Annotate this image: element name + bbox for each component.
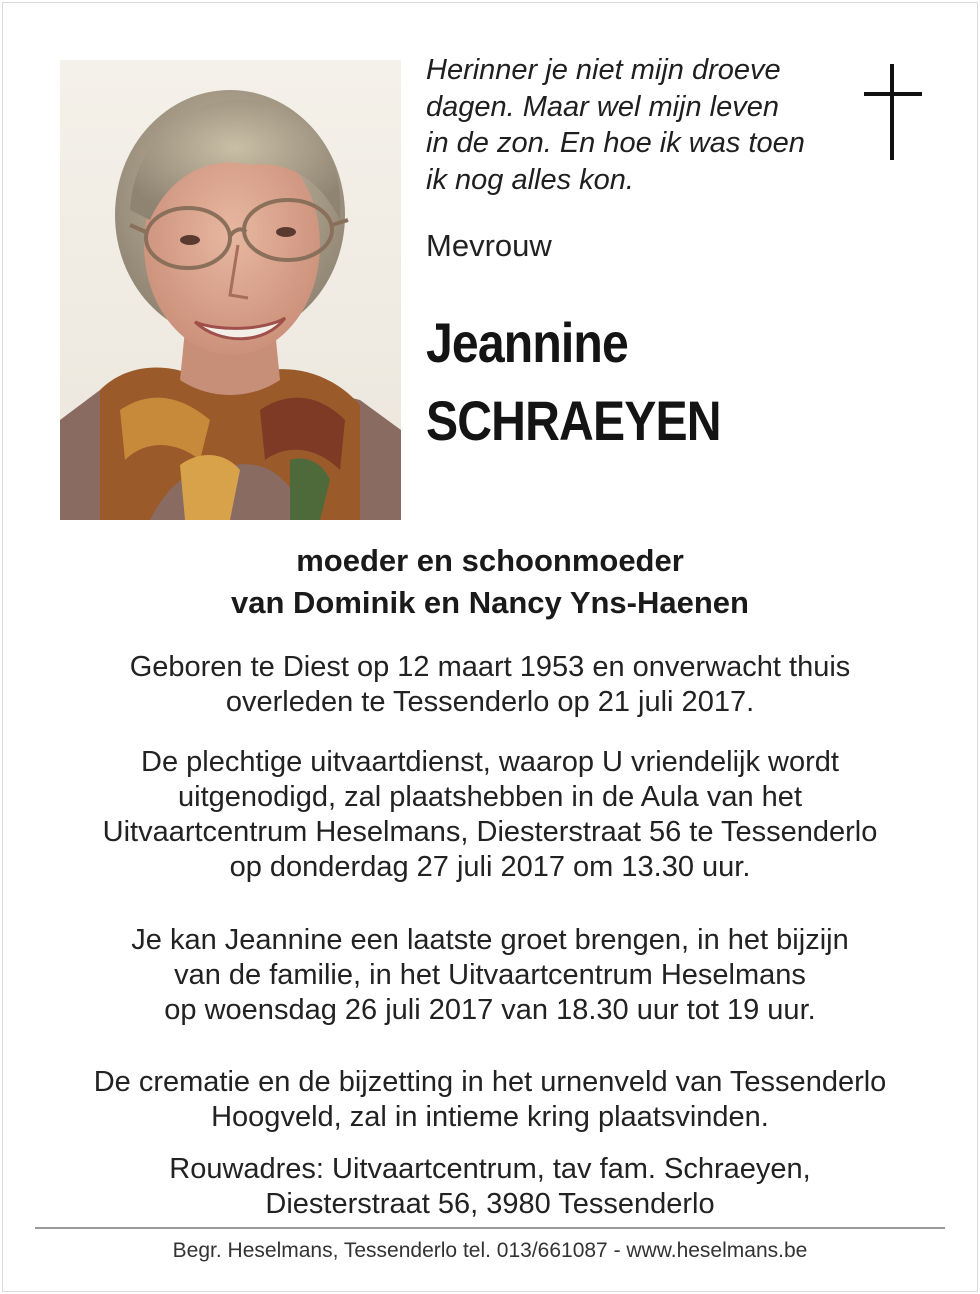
service-line: De plechtige uitvaartdienst, waarop U vriendelijk wordt [141, 746, 839, 778]
first-name: Jeannine [426, 311, 628, 374]
verse-line: ik nog alles kon. [426, 163, 634, 196]
relation-line: moeder en schoonmoeder [296, 543, 684, 578]
birth-line: overleden te Tessenderlo op 21 juli 2017. [225, 686, 755, 718]
service-line: op donderdag 27 juli 2017 om 13.30 uur. [229, 851, 751, 883]
memorial-verse [426, 52, 856, 198]
address-line: Diesterstraat 56, 3980 Tessenderlo [265, 1188, 715, 1220]
verse-line: dagen. Maar wel mijn leven [426, 90, 780, 123]
footer-divider [35, 1227, 945, 1229]
address-line: Rouwadres: Uitvaartcentrum, tav fam. Schraeyen, [169, 1153, 811, 1185]
cross-icon [864, 64, 922, 160]
verse-line: Herinner je niet mijn droeve [426, 54, 781, 86]
honorific-title: Mevrouw [426, 228, 552, 263]
cremation-line: Hoogveld, zal in intieme kring plaatsvinden. [211, 1101, 769, 1133]
service-line: Uitvaartcentrum Heselmans, Diesterstraat 56 te Tessenderlo [102, 816, 878, 848]
birth-death-block [0, 650, 980, 720]
birth-line: Geboren te Diest op 12 maart 1953 en onverwacht thuis [129, 651, 851, 683]
service-line: uitgenodigd, zal plaatshebben in de Aula van het [178, 781, 802, 813]
verse-line: in de zon. En hoe ik was toen [426, 127, 805, 159]
visitation-block [0, 923, 980, 1028]
visitation-line: Je kan Jeannine een laatste groet brengen, in het bijzijn [131, 924, 849, 956]
visitation-line: op woensdag 26 juli 2017 van 18.30 uur tot 19 uur. [164, 994, 816, 1026]
mourning-address-block [0, 1152, 980, 1222]
funeral-home-footer: Begr. Heselmans, Tessenderlo tel. 013/661087 - www.heselmans.be [172, 1239, 808, 1262]
funeral-service-block [0, 745, 980, 885]
portrait-photo [60, 60, 401, 520]
cremation-line: De crematie en de bijzetting in het urnenveld van Tessenderlo [93, 1066, 887, 1098]
cremation-block [0, 1065, 980, 1135]
last-name: SCHRAEYEN [426, 389, 721, 452]
relation-line: van Dominik en Nancy Yns-Haenen [231, 585, 749, 620]
relation-block [0, 540, 980, 624]
visitation-line: van de familie, in het Uitvaartcentrum Heselmans [174, 959, 806, 991]
